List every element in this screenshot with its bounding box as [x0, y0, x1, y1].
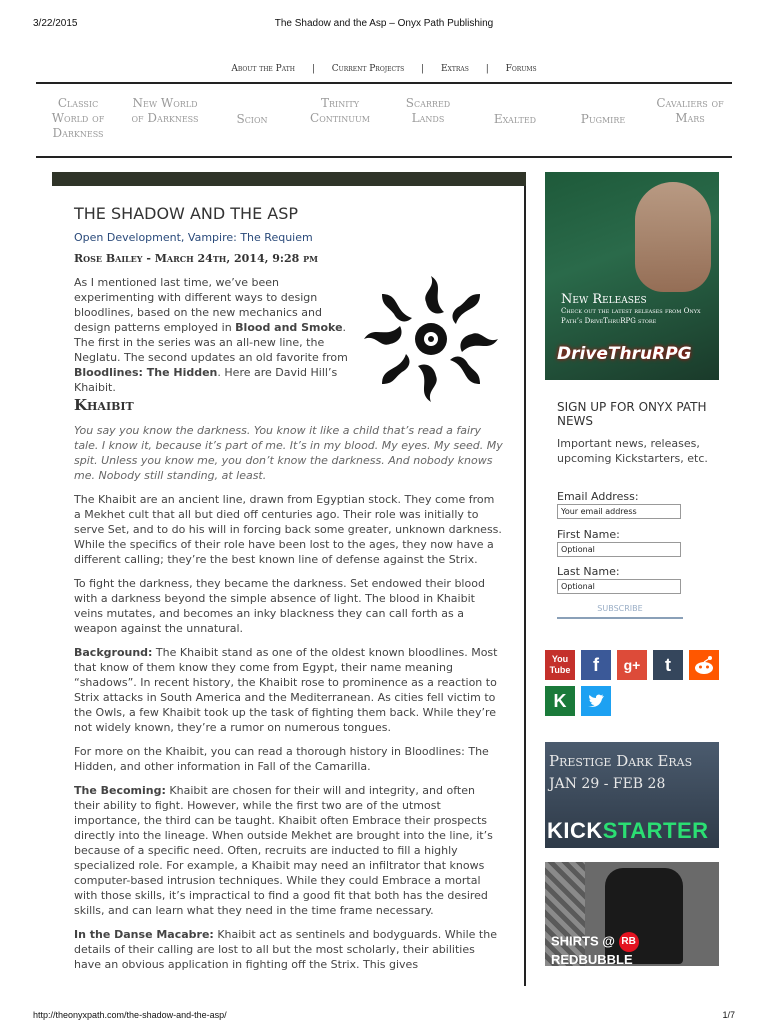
googleplus-icon[interactable]: g+ [617, 650, 647, 680]
last-name-field[interactable]: Optional [557, 579, 681, 594]
email-field[interactable]: Your email address [557, 504, 681, 519]
background-label: Background: [74, 646, 153, 659]
ad-title: New Releases [561, 292, 647, 307]
redbubble-ad[interactable] [545, 862, 719, 966]
paragraph-becoming [74, 783, 504, 918]
email-label: Email Address: [557, 490, 639, 503]
paragraph: For more on the Khaibit, you can read a thorough history in Bloodlines: The Hidden, and other information in Fall of the Camarilla. [74, 745, 489, 773]
rb-shirts-text: SHIRTS @ [551, 933, 615, 949]
content-header-bar [52, 172, 526, 186]
ks-logo-part: STARTER [602, 818, 709, 843]
rb-ad-text [551, 932, 719, 966]
becoming-label: The Becoming: [74, 784, 166, 797]
nav-separator: | [421, 64, 425, 74]
last-name-label: Last Name: [557, 565, 620, 578]
post-title: THE SHADOW AND THE ASP [74, 204, 299, 223]
line-scion[interactable]: Scion [236, 112, 268, 126]
ks-ad-title: Prestige Dark Eras [549, 752, 693, 770]
line-trinity[interactable]: Trinity Continuum [310, 96, 370, 125]
ad-portrait [635, 182, 711, 292]
youtube-icon[interactable]: You Tube [545, 650, 575, 680]
print-date: 3/22/2015 [33, 18, 78, 29]
khaibit-emblem-icon [360, 272, 502, 406]
game-line-nav [36, 96, 732, 158]
line-new-wod[interactable]: New World of Darkness [131, 96, 199, 125]
nav-about[interactable]: About the Path [231, 64, 295, 74]
line-cavaliers[interactable]: Cavaliers of Mars [656, 96, 724, 125]
section-heading: Khaibit [74, 396, 134, 414]
paragraph-background [74, 645, 504, 735]
danse-label: In the Danse Macabre: [74, 928, 214, 941]
paragraph: The Khaibit are an ancient line, drawn from Egyptian stock. They come from a Mekhet cult that all but died off centuries ago. Their role was initially to serve Set, and to do his will in forcing back some greater, unknown darkness. While the specifics of their role have been lost to the ages, they now have a different calling; they’re the best known line of defense against the Strix. [74, 493, 502, 566]
top-nav [36, 64, 732, 84]
tumblr-icon[interactable]: t [653, 650, 683, 680]
danse-text: Khaibit act as sentinels and bodyguards. While the details of their calling are lost to all but the most scholarly, their abilities have an obvious application in fighting off the Strix. This gives [74, 928, 497, 971]
signup-description: Important news, releases, upcoming Kickstarters, etc. [557, 437, 708, 465]
subscribe-button[interactable]: SUBSCRIBE [557, 604, 683, 619]
intro-text: . The first in the series was an all-new line, the Neglatu. The second updates an old favorite from [74, 321, 348, 364]
intro-text: . Here are David Hill’s Khaibit. [74, 366, 338, 394]
drivethrurpg-logo: DriveThruRPG [557, 344, 692, 364]
nav-extras[interactable]: Extras [441, 64, 469, 74]
post-categories[interactable]: Open Development, Vampire: The Requiem [74, 231, 313, 244]
epigraph-quote: You say you know the darkness. You know it like a child that’s read a fairy tale. I know it, because it’s part of me. It’s in my blood. My eyes. My seed. My spit. Unless you know me, you don’t know the darkness. And nobody knows me. Nobody still standing, at least. [74, 424, 503, 482]
background-text: The Khaibit stand as one of the oldest known bloodlines. Most that know of them know they come from Egypt, their name meaning “shadows”. In recent history, the Khaibit rose to prominence as a reaction to Strix attacks in South America and the Mediterranean. As cities fell victim to the Owls, a few Khaibit took up the task of fighting them back. While they’re not widely known, they’re a rumor on numerous tongues. [74, 646, 498, 734]
redbubble-logo-icon: RB [619, 932, 639, 952]
facebook-icon[interactable]: f [581, 650, 611, 680]
post-body [74, 423, 504, 981]
ks-logo-part: KICK [547, 818, 603, 843]
ks-ad-dates: JAN 29 - FEB 28 [549, 776, 666, 792]
post-meta: Rose Bailey - March 24th, 2014, 9:28 pm [74, 252, 318, 265]
line-classic-wod[interactable]: Classic World of Darkness [51, 96, 105, 140]
intro-bold-bloodlines: Bloodlines: The Hidden [74, 366, 218, 379]
print-title: The Shadow and the Asp – Onyx Path Publishing [274, 18, 494, 29]
paragraph-danse [74, 927, 504, 972]
nav-current-projects[interactable]: Current Projects [331, 64, 405, 74]
line-pugmire[interactable]: Pugmire [580, 112, 626, 126]
twitter-bird-icon [581, 686, 611, 716]
kickstarter-icon[interactable]: K [545, 686, 575, 716]
rb-brand-text: REDBUBBLE [551, 952, 633, 966]
nav-separator: | [311, 64, 315, 74]
print-url: http://theonyxpath.com/the-shadow-and-the-asp/ [33, 1010, 227, 1020]
reddit-alien-icon [689, 650, 719, 680]
reddit-icon[interactable] [689, 650, 719, 680]
new-releases-ad[interactable] [545, 172, 719, 380]
post-intro [74, 275, 356, 395]
intro-bold-blood-and-smoke: Blood and Smoke [235, 321, 343, 334]
line-exalted[interactable]: Exalted [493, 112, 537, 126]
print-page-number: 1/7 [722, 1010, 735, 1020]
kickstarter-ad[interactable] [545, 742, 719, 848]
ad-subtitle: Check out the latest releases from Onyx Path’s DriveThruRPG store [561, 307, 701, 325]
nav-separator: | [485, 64, 489, 74]
paragraph: To fight the darkness, they became the darkness. Set endowed their blood with a darkness beyond the simple absence of light. The blood in Khaibit veins mutates, and becomes an inky blackness they can call forth as a weapon against the unnatural. [74, 577, 485, 635]
signup-heading: SIGN UP FOR ONYX PATH NEWS [557, 400, 707, 428]
first-name-field[interactable]: Optional [557, 542, 681, 557]
nav-forums[interactable]: Forums [505, 64, 537, 74]
twitter-icon[interactable] [581, 686, 611, 716]
first-name-label: First Name: [557, 528, 620, 541]
intro-text: As I mentioned last time, we’ve been experimenting with different ways to design bloodlines, based on the new mechanics and design patterns employed in [74, 276, 322, 334]
content-divider [524, 186, 526, 986]
line-scarred-lands[interactable]: Scarred Lands [405, 96, 451, 125]
becoming-text: Khaibit are chosen for their will and integrity, and often their ability to fight. However, while the first two are of the utmost importance, the third can be taught. Khaibit often Embrace their prospects directly into the lineage. When outside Mekhet are brought into the line, it’s because of a specific need. Often, recruits are inducted to fill a highly specialized role. For example, a Khaibit may need an infiltrator that knows computer-based intrusion techniques. While they could Embrace a mortal with those skills, it’s impractical to find a good fit that both has the desired skills, and can learn what they need in the time frame necessary. [74, 784, 493, 917]
kickstarter-logo [547, 818, 709, 844]
